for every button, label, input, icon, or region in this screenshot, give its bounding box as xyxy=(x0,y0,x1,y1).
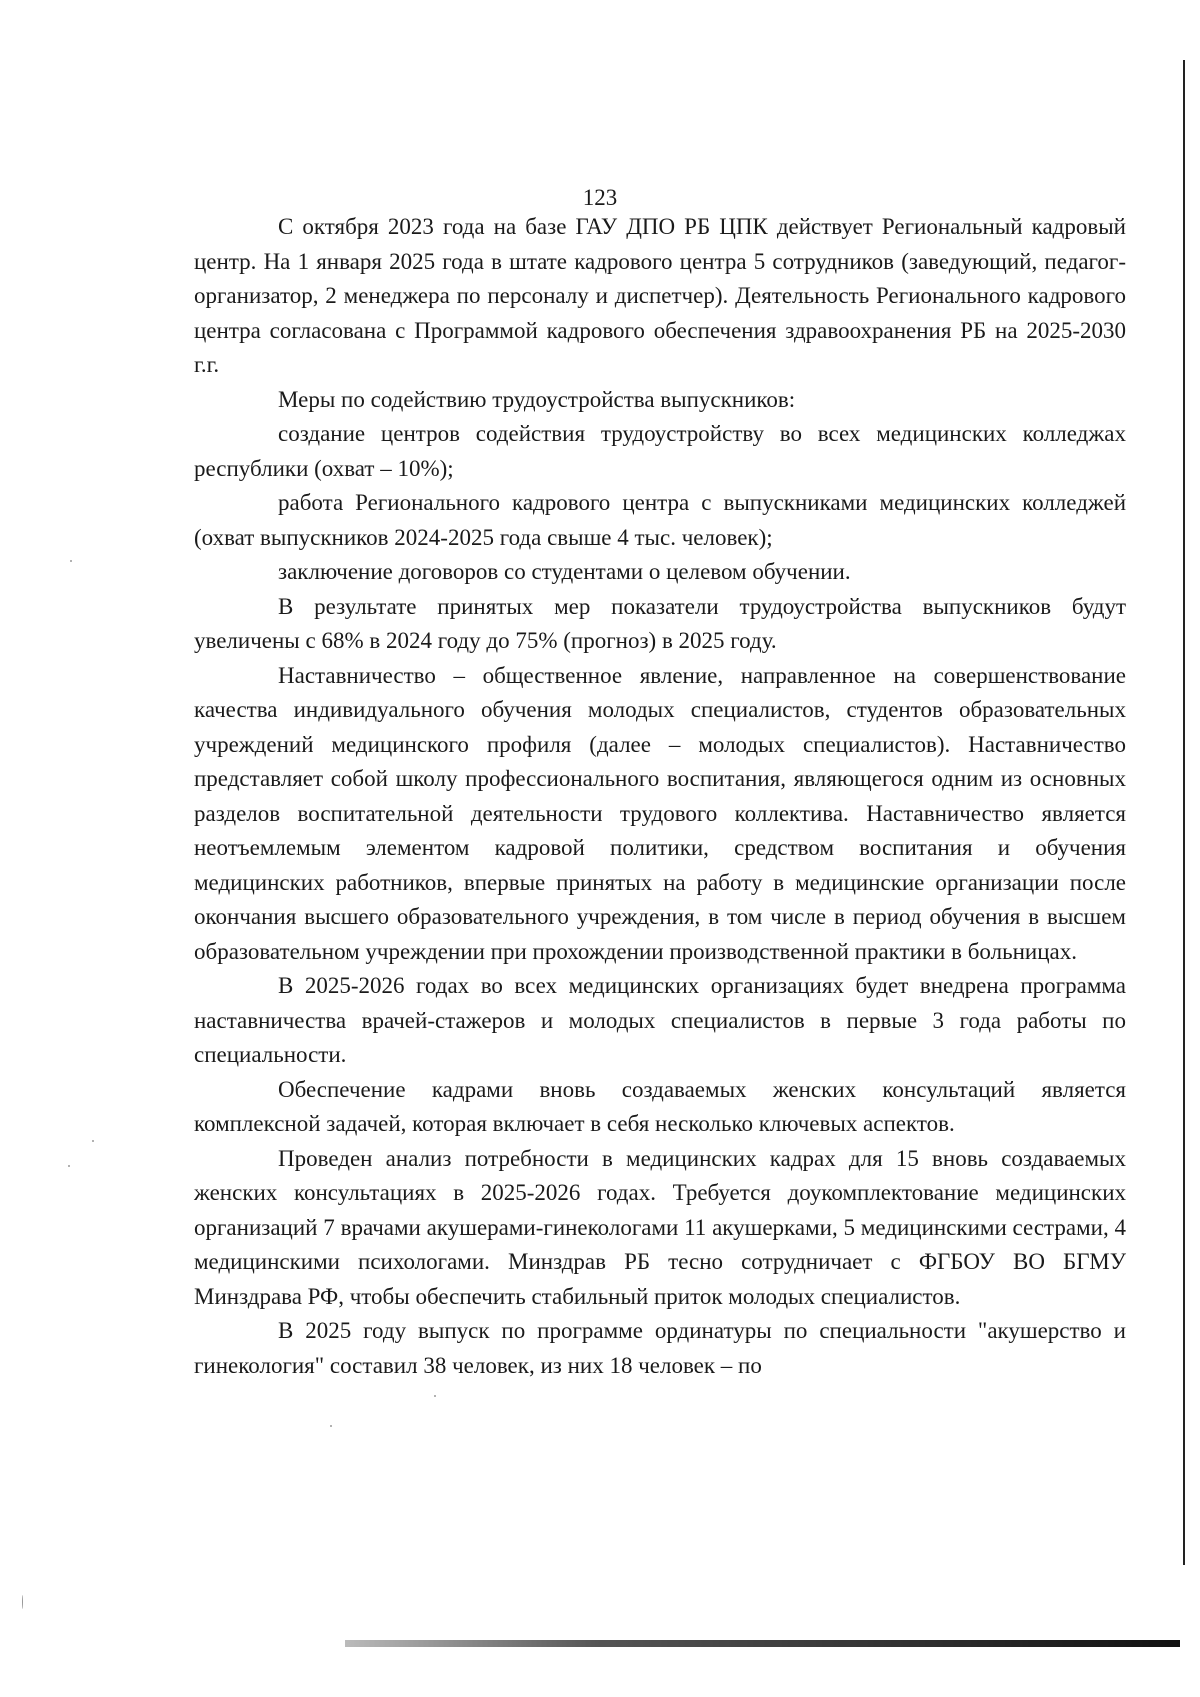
paragraph: создание центров содействия трудоустройству во всех медицинских колледжах республики (охват – 10%); xyxy=(194,421,1126,481)
paragraph: В 2025-2026 годах во всех медицинских организациях будет внедрена программа наставничества врачей-стажеров и молодых специалистов в первые 3 года работы по специальности. xyxy=(194,973,1126,1067)
scan-right-edge xyxy=(1183,60,1185,1565)
scan-speck xyxy=(22,1595,23,1609)
scan-speck xyxy=(330,1425,332,1427)
paragraph: заключение договоров со студентами о целевом обучении. xyxy=(278,559,851,584)
paragraph: Проведен анализ потребности в медицинских кадрах для 15 вновь создаваемых женских консультациях в 2025-2026 годах. Требуется доукомплектование медицинских организаций 7 врачами акушерами-гинекологами 11 акушерками, 5 медицинскими сестрами, 4 медицинскими психологами. Минздрав РБ тесно сотрудничает с ФГБОУ ВО БГМУ Минздрава РФ, чтобы обеспечить стабильный приток молодых специалистов. xyxy=(194,1145,1126,1309)
paragraph: С октября 2023 года на базе ГАУ ДПО РБ ЦПК действует Региональный кадровый центр. На 1 января 2025 года в штате кадрового центра 5 сотрудников (заведующий, педагог-организатор, 2 менеджера по персоналу и диспетчер). Деятельность Регионального кадрового центра согласована с Программой кадрового обеспечения здравоохранения РБ на 2025-2030 г.г. xyxy=(194,214,1126,377)
paragraph: Меры по содействию трудоустройства выпускников: xyxy=(278,386,796,412)
scan-bottom-edge xyxy=(345,1640,1180,1647)
scan-speck xyxy=(68,1165,70,1167)
scan-speck xyxy=(70,560,72,562)
paragraph: В результате принятых мер показатели трудоустройства выпускников будут увеличены с 68% в 2024 году до 75% (прогноз) в 2025 году. xyxy=(194,593,1126,653)
paragraph: В 2025 году выпуск по программе ординатуры по специальности "акушерство и гинекология" составил 38 человек, из них 18 человек – по xyxy=(194,1318,1126,1378)
scan-speck xyxy=(434,1395,436,1397)
body-text xyxy=(194,210,1126,1383)
paragraph: Наставничество – общественное явление, направленное на совершенствование качества индивидуального обучения молодых специалистов, студентов образовательных учреждений медицинского профиля (далее – молодых специалистов). Наставничество представляет собой школу профессионального воспитания, являющегося одним из основных разделов воспитательной деятельности трудового коллектива. Наставничество является неотъемлемым элементом кадровой политики, средством воспитания и обучения медицинских работников, впервые принятых на работу в медицинские организации после окончания высшего образовательного учреждения, в том числе в период обучения в высшем образовательном учреждении при прохождении производственной практики в больницах. xyxy=(194,662,1126,964)
paragraph: Обеспечение кадрами вновь создаваемых женских консультаций является комплексной задачей, которая включает в себя несколько ключевых аспектов. xyxy=(194,1076,1126,1136)
scan-speck xyxy=(92,1140,94,1142)
paragraph: работа Регионального кадрового центра с выпускниками медицинских колледжей (охват выпускников 2024-2025 года свыше 4 тыс. человек); xyxy=(194,490,1126,550)
page-number: 123 xyxy=(582,185,618,210)
